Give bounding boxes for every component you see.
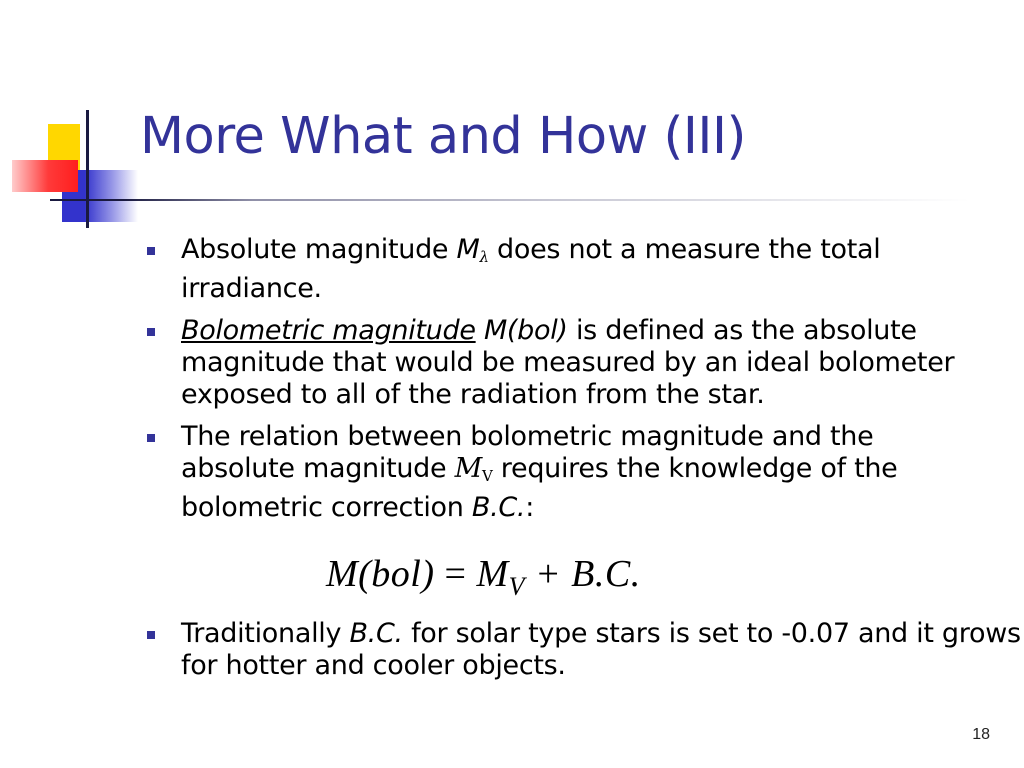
symbol-bc: B.C. xyxy=(471,492,526,523)
title-underline xyxy=(50,199,970,201)
equation-subscript-v: V xyxy=(508,572,526,601)
slide-title: More What and How (III) xyxy=(140,107,746,166)
colon: : xyxy=(525,492,535,523)
bullet-traditionally xyxy=(144,618,1021,682)
symbol-mbol: M(bol) xyxy=(483,315,568,346)
decor-vertical-line xyxy=(86,110,89,228)
bullet-marker-icon xyxy=(147,434,155,442)
spacer xyxy=(476,315,484,346)
bullet-text: does not a measure the total irradiance. xyxy=(181,234,881,304)
bullet-text: requires the knowledge of the bolometric correction xyxy=(181,453,898,523)
decor-red-bar xyxy=(12,160,78,192)
symbol-subscript-v: V xyxy=(481,467,493,485)
equation-bolometric-correction xyxy=(326,552,641,602)
equation-equals: = xyxy=(434,553,477,595)
symbol-m: M xyxy=(454,453,482,484)
bullet-list xyxy=(144,234,984,534)
equation-lhs: M(bol) xyxy=(326,553,435,595)
bullet-text: Absolute magnitude xyxy=(181,234,457,265)
bullet-text: Traditionally xyxy=(181,618,350,649)
term-bolometric-magnitude: Bolometric magnitude xyxy=(181,315,476,346)
bullet-bolometric-magnitude xyxy=(144,315,984,411)
symbol-subscript-lambda: λ xyxy=(479,248,489,266)
bullet-marker-icon xyxy=(147,247,155,255)
bullet-text: is defined as the absolute magnitude that would be measured by an ideal bolometer exposed to all of the radiation from the star. xyxy=(181,315,955,410)
symbol-bc: B.C. xyxy=(349,618,403,649)
symbol-m: M xyxy=(456,234,480,265)
bullet-text: for solar type stars is set to -0.07 and it grows for hotter and cooler objects. xyxy=(181,618,1021,681)
page-number: 18 xyxy=(972,726,990,743)
bullet-absolute-magnitude xyxy=(144,234,984,305)
bullet-text: The relation between bolometric magnitude and the absolute magnitude xyxy=(181,421,874,484)
bullet-marker-icon xyxy=(147,631,155,639)
bullet-marker-icon xyxy=(147,328,155,336)
equation-rhs: + B.C. xyxy=(525,553,641,595)
bullet-relation xyxy=(144,421,984,524)
equation-m: M xyxy=(476,553,509,595)
